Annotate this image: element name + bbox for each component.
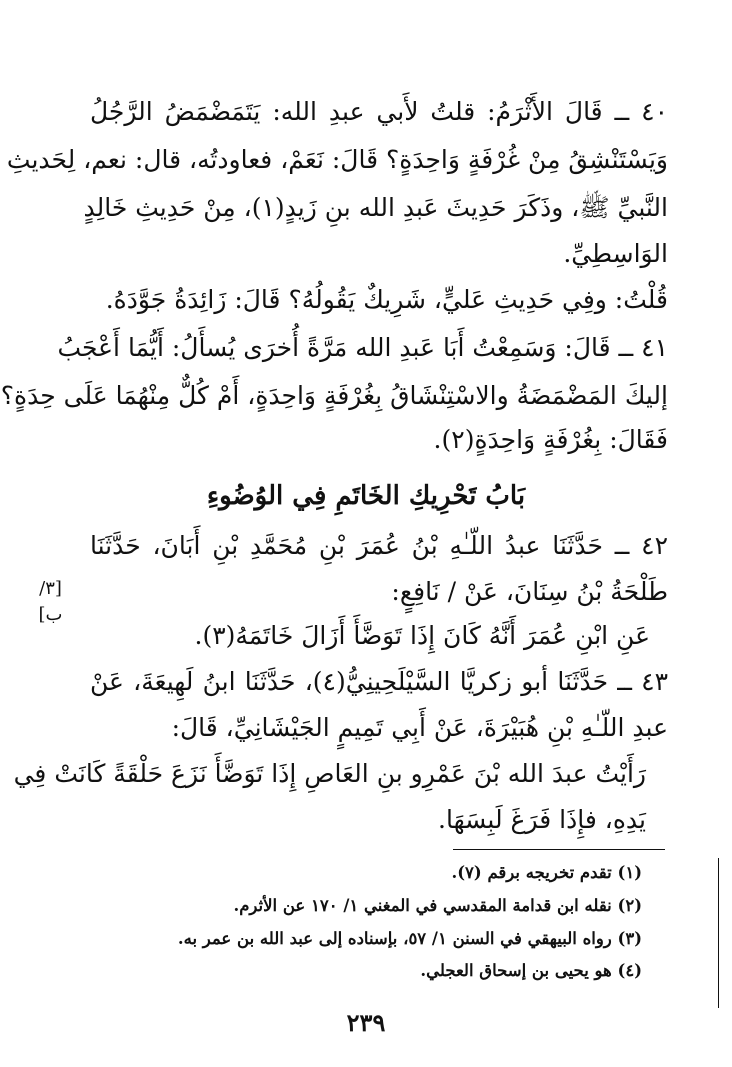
text-line-13: عبدِ اللّـٰهِ بْنِ هُبَيْرَةَ، عَنْ أَبِي تَمِيمٍ الجَيْشَانِيِّ، قَالَ: [171,713,668,742]
text-line-9: ٤٢ ــ حَدَّثَنَا عبدُ اللّـٰهِ بْنُ عُمَرَ بْنِ مُحَمَّدِ بْنِ أَبَانَ، حَدَّثَنَا [90,531,668,560]
text-line-14: رَأَيْتُ عبدَ الله بْنَ عَمْرِو بنِ العَاصِ إِذَا تَوَضَّأَ نَزَعَ حَلْقَةً كَانَتْ فِي [13,759,646,788]
text-line-6: ٤١ ــ قَالَ: وَسَمِعْتُ أَبَا عَبدِ الله مَرَّةً أُخرَى يُسأَلُ: أَيُّمَا أَعْجَبُ [57,333,668,362]
footnote-separator [453,849,665,850]
text-line-7: إليكَ المَضْمَضَةُ والاسْتِنْشَاقُ بِغُرْفَةٍ وَاحِدَةٍ، أَمْ كُلٌّ مِنْهُمَا عَلَى حِدَةٍ؟ [0,381,668,410]
text-line-2: وَيَسْتَنْشِقُ مِنْ غُرْفَةٍ وَاحِدَةٍ؟ قَالَ: نَعَمْ، فعاودتُه، قال: نعم، لِحَديثِ [6,145,668,174]
footnote-4: (٤) هو يحيى بن إسحاق العجلي. [420,961,642,980]
page-number: ٢٣٩ [346,1008,386,1037]
footnote-1: (١) تقدم تخريجه برقم (٧). [451,863,642,882]
chapter-heading: بَابُ تَحْرِيكِ الخَاتَمِ فِي الوُضُوءِ [206,481,526,511]
margin-folio-marker: [٣/ب] [38,578,63,625]
text-line-12: ٤٣ ــ حَدَّثَنَا أبو زكريَّا السَّيْلَحِينِيُّ(٤)، حَدَّثَنَا ابنُ لَهِيعَةَ، عَنْ [90,667,669,696]
text-line-8: فَقَالَ: بِغُرْفَةٍ وَاحِدَةٍ(٢). [433,425,668,454]
footnote-3: (٣) رواه البيهقي في السنن ١/ ٥٧، بإسناده إلى عبد الله بن عمر به. [177,929,642,948]
text-line-15: يَدِهِ، فإِذَا فَرَغَ لَبِسَهَا. [438,805,646,834]
footnote-2: (٢) نقله ابن قدامة المقدسي في المغني ١/ ١٧٠ عن الأثرم. [233,896,642,915]
text-line-3: النَّبيِّ ﷺ، وذَكَرَ حَدِيثَ عَبدِ الله بنِ زَيدٍ(١)، مِنْ حَدِيثِ خَالِدٍ [83,193,668,222]
text-line-11: عَنِ ابْنِ عُمَرَ أَنَّهُ كَانَ إِذَا تَوَضَّأَ أَزَالَ خَاتَمَهُ(٣). [194,621,650,650]
text-line-4: الوَاسِطِيِّ. [563,239,668,268]
text-line-5: قُلْتُ: وفِي حَدِيثِ عَليٍّ، شَرِيكٌ يَقُولُهُ؟ قَالَ: زَائِدَةُ جَوَّدَهُ. [105,285,668,314]
text-line-10: طَلْحَةُ بْنُ سِنَانَ، عَنْ / نَافِعٍ: [391,577,668,606]
text-line-1: ٤٠ ــ قَالَ الأَثْرَمُ: قلتُ لأَبي عبدِ الله: يَتَمَضْمَضُ الرَّجُلُ [90,97,668,126]
scan-edge-line [718,858,719,1008]
